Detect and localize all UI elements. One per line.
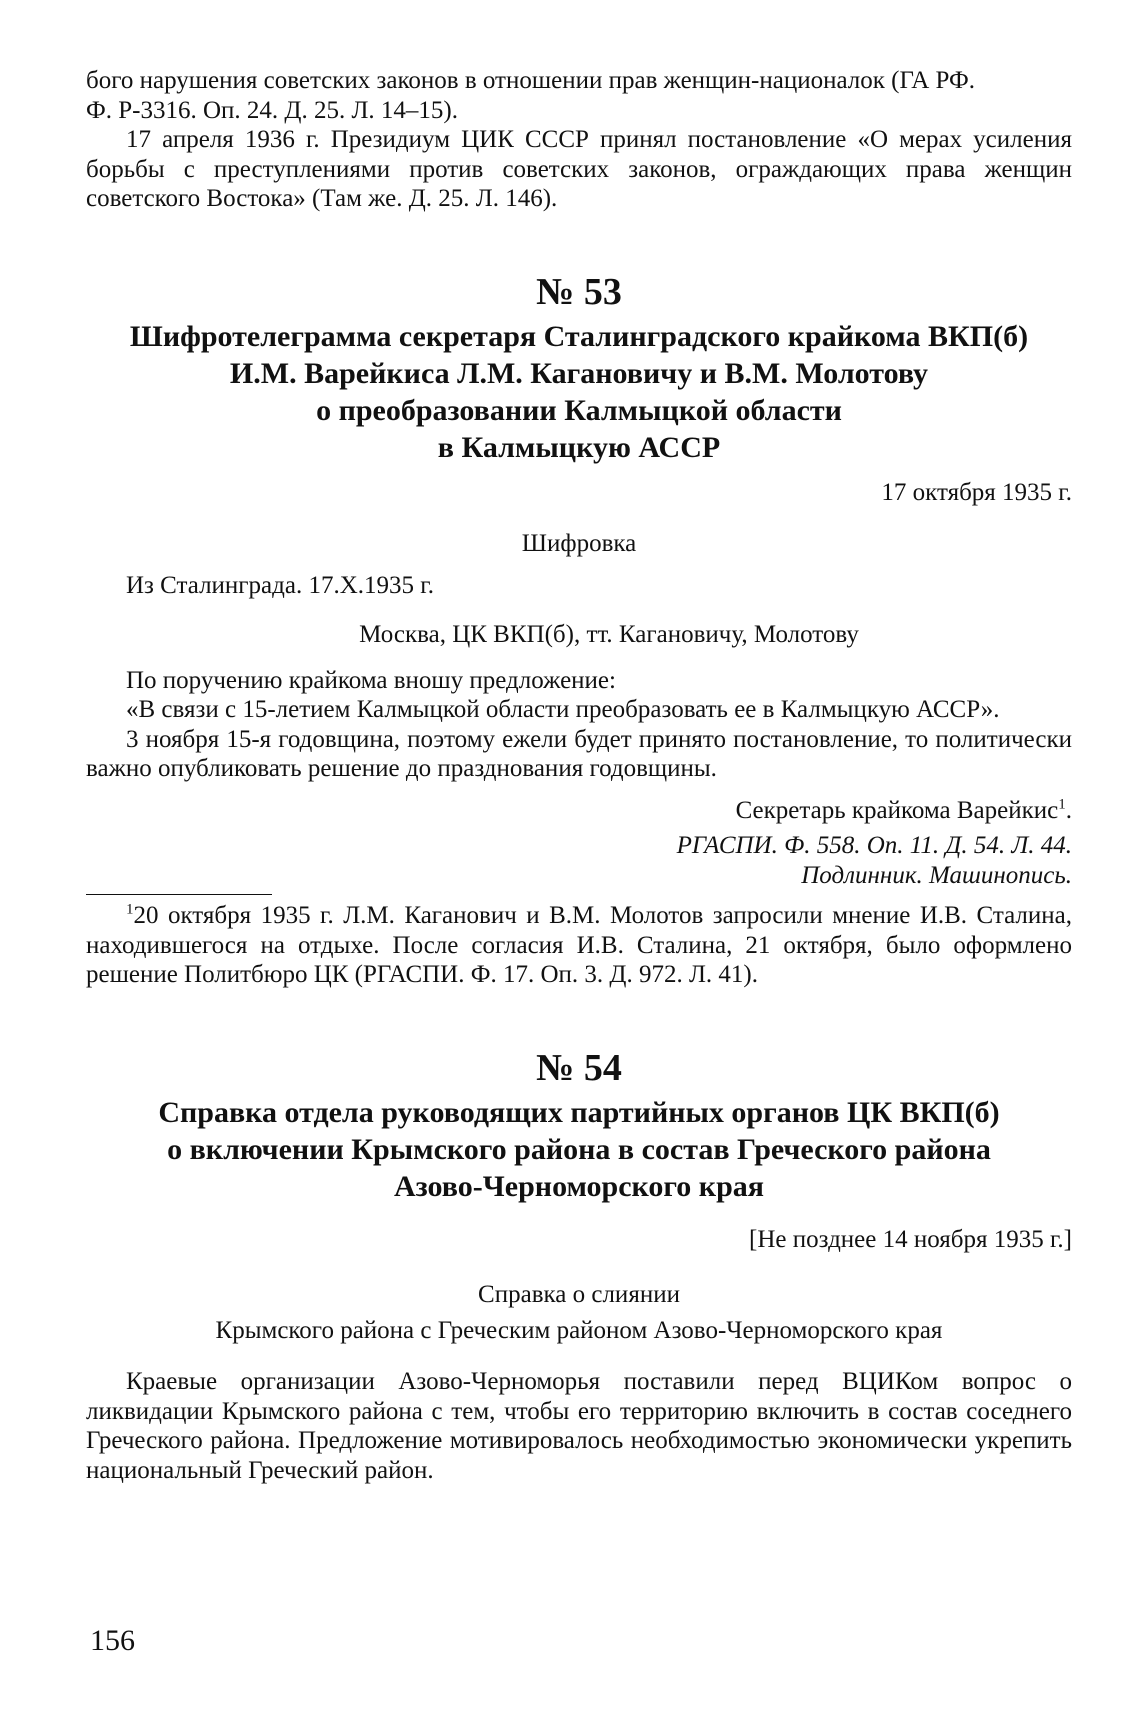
doc53-footnote: [86, 901, 1072, 990]
footnote-mark: 1: [126, 901, 134, 918]
doc53-number: № 53: [536, 270, 622, 313]
page-number: 156: [90, 1624, 135, 1657]
doc54-title-line: Азово-Черноморского края: [393, 1169, 765, 1203]
doc54-subtitle-2: Крымского района с Греческим районом Азово-Черноморского края: [215, 1316, 943, 1344]
doc53-cipher: Шифровка: [521, 530, 637, 557]
document-page: [86, 66, 1072, 1485]
doc53-title-line: И.М. Варейкиса Л.М. Кагановичу и В.М. Молотову: [229, 356, 929, 390]
doc54-number: № 54: [536, 1046, 622, 1089]
doc53-title-line: в Калмыцкую АССР: [437, 430, 721, 464]
footnote-divider: [86, 894, 272, 895]
doc53-body-3: 3 ноября 15-я годовщина, поэтому ежели будет принято постановление, то политически важно опубликовать решение до празднования годовщины.: [86, 725, 1072, 782]
doc53-title-line: о преобразовании Калмыцкой области: [316, 393, 842, 427]
doc54-title-line: Справка отдела руководящих партийных органов ЦК ВКП(б): [158, 1095, 1000, 1129]
doc53-from: Из Сталинграда. 17.X.1935 г.: [126, 571, 434, 599]
doc53-title-line: Шифротелеграмма секретаря Сталинградского крайкома ВКП(б): [129, 319, 1029, 353]
doc54-date: [Не позднее 14 ноября 1935 г.]: [749, 1225, 1072, 1253]
doc53-signature: Секретарь крайкома Варейкис$^1$.: [735, 796, 1072, 824]
doc54-body: Краевые организации Азово-Черноморья поставили перед ВЦИКом вопрос о ликвидации Крымского района с тем, чтобы его территорию включить в состав соседнего Греческого района. Предложение мотивировалось необходимостью экономически укрепить национальный Греческий район.: [86, 1368, 1072, 1484]
signature-text: Секретарь крайкома Варейкис: [735, 796, 1059, 824]
doc53-body-1: По поручению крайкома вношу предложение:: [126, 666, 616, 694]
doc53-body-2: «В связи с 15-летием Калмыцкой области преобразовать ее в Калмыцкую АССР».: [126, 696, 1000, 723]
continuation-paragraph: 17 апреля 1936 г. Президиум ЦИК СССР принял постановление «О мерах усиления борьбы с преступлениями против советских законов, ограждающих права женщин советского Востока» (Там же. Д. 25. Л. 146).: [86, 126, 1072, 212]
continuation-line-1: бого нарушения советских законов в отношении прав женщин-националок (ГА РФ.: [86, 67, 976, 94]
doc53-original: Подлинник. Машинопись.: [801, 861, 1072, 889]
doc54-subtitle-1: Справка о слиянии: [478, 1281, 680, 1308]
footnote-ref: 1: [1058, 796, 1066, 813]
doc54-title-line: о включении Крымского района в состав Греческого района: [167, 1132, 991, 1166]
footnote-text: 20 октября 1935 г. Л.М. Каганович и В.М. Молотов запросили мнение И.В. Сталина, находившегося на отдыхе. После согласия И.В. Сталина, 21 октября, было оформлено решение Политбюро ЦК (РГАСПИ. Ф. 17. Оп. 3. Д. 972. Л. 41).: [86, 902, 1072, 988]
continuation-line-2: Ф. Р-3316. Оп. 24. Д. 25. Л. 14–15).: [86, 96, 458, 124]
doc53-archive: РГАСПИ. Ф. 558. Оп. 11. Д. 54. Л. 44.: [676, 832, 1072, 859]
doc53-to: Москва, ЦК ВКП(б), тт. Кагановичу, Молотову: [359, 621, 859, 648]
doc53-date: 17 октября 1935 г.: [881, 478, 1072, 506]
